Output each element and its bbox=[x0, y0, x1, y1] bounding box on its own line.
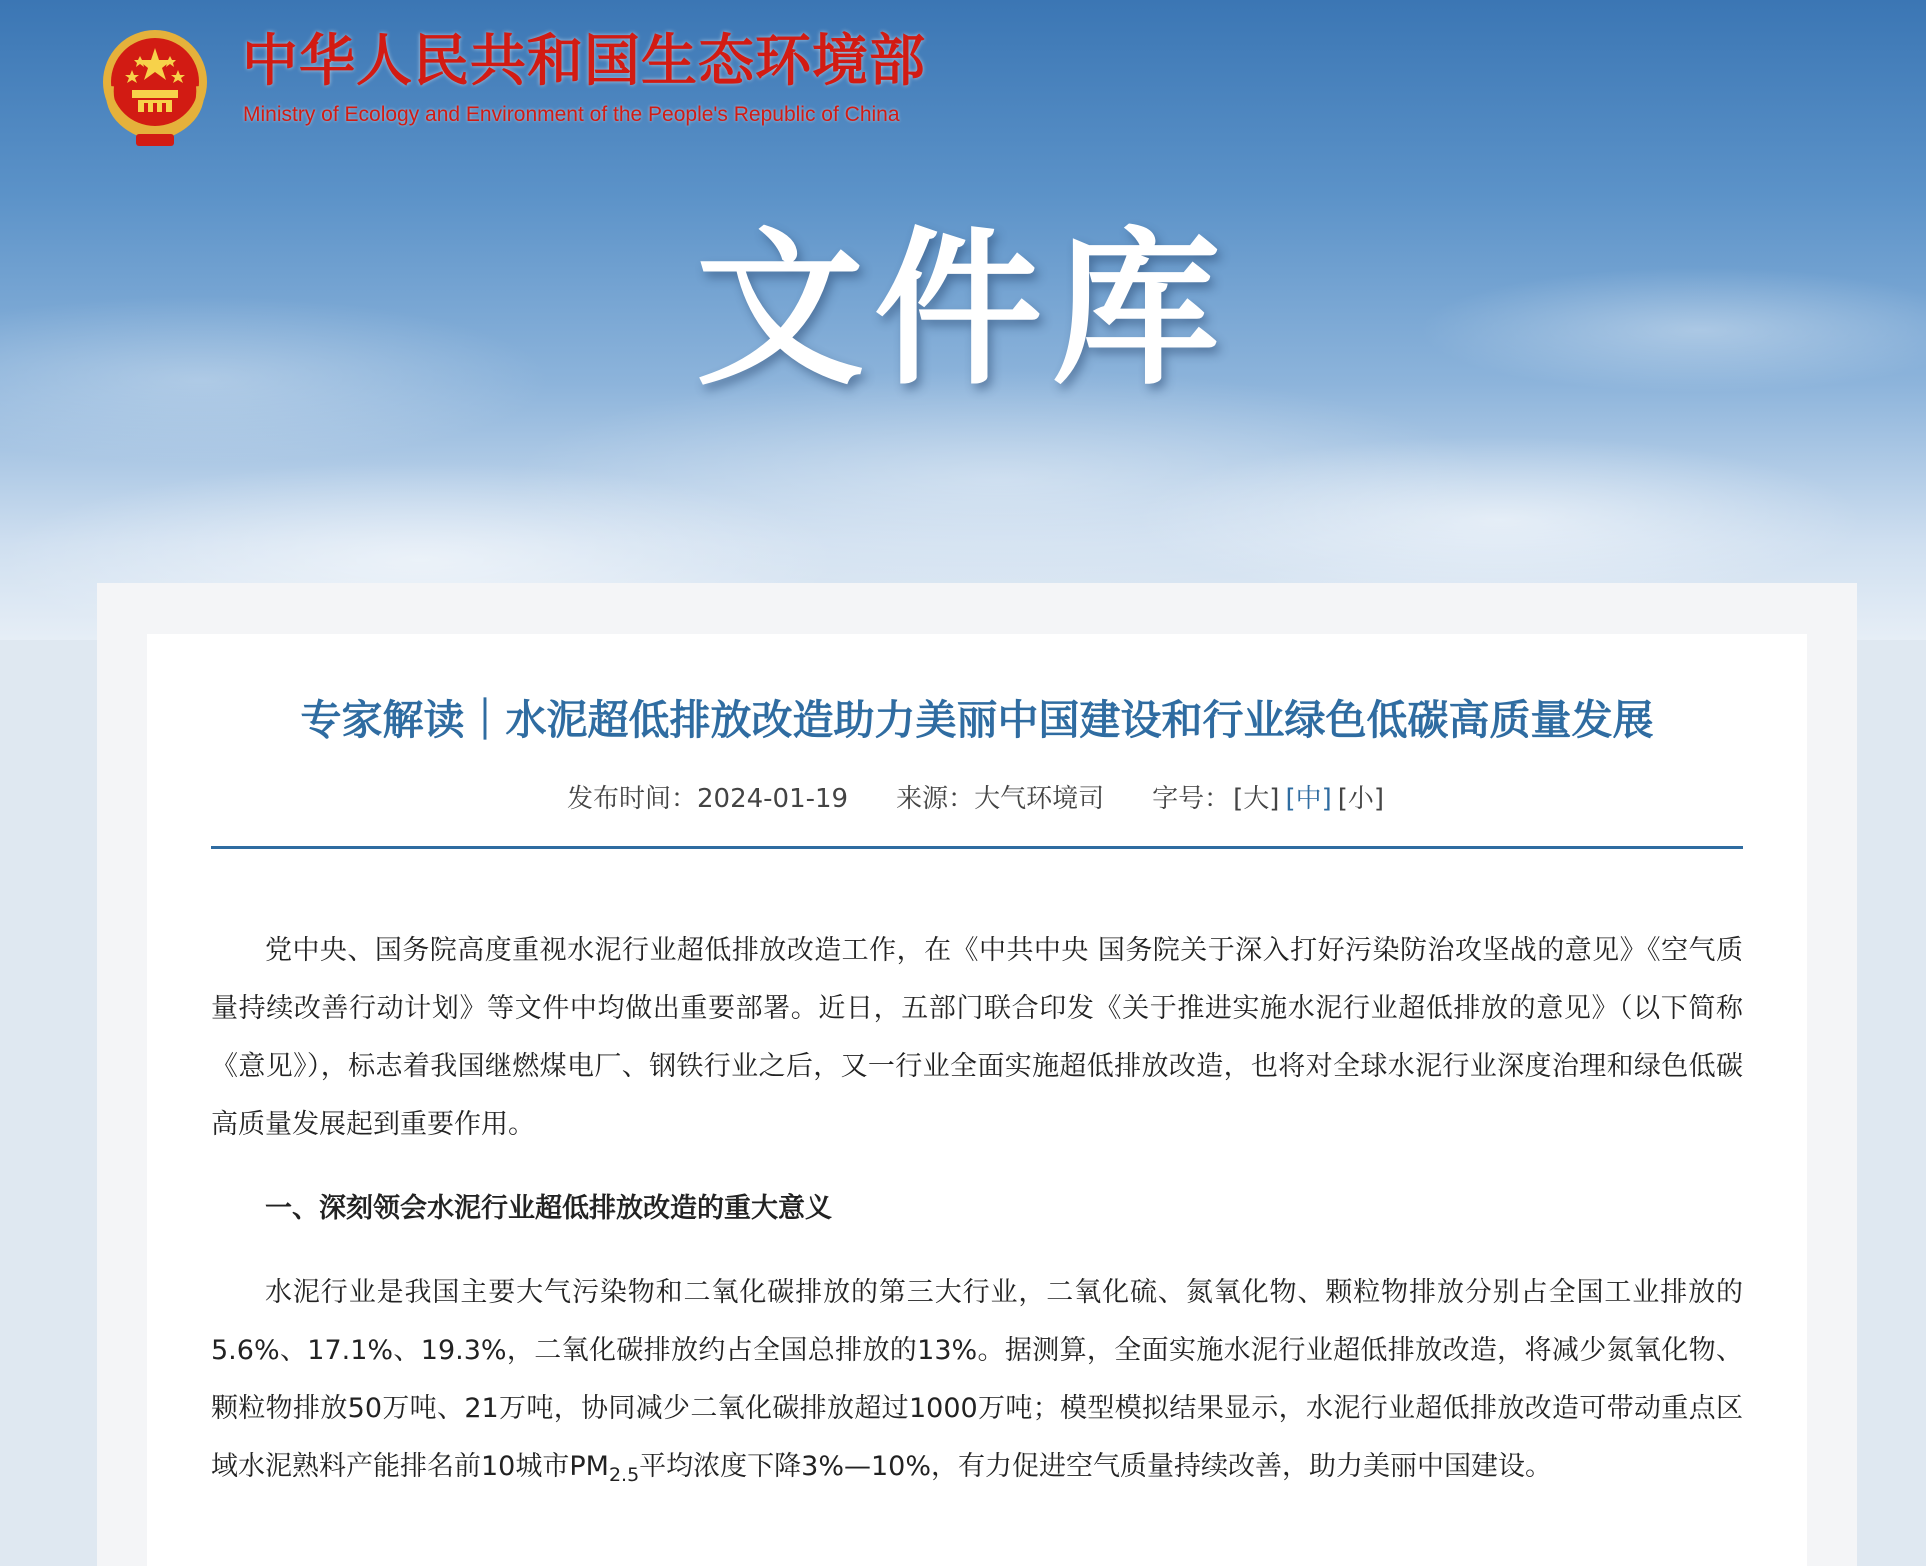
paragraph-text: 水泥行业是我国主要大气污染物和二氧化碳排放的第三大行业，二氧化硫、氮氧化物、颗粒物排放分别占全国工业排放的5.6%、17.1%、19.3%，二氧化碳排放约占全国总排放的13%。据测算，全面实施水泥行业超低排放改造，将减少氮氧化物、颗粒物排放50万吨、21万吨，协同减少二氧化碳排放超过1000万吨；模型模拟结果显示，水泥行业超低排放改造可带动重点区域水泥熟料产能排名前10城市PM bbox=[211, 1277, 1743, 1482]
article-title: 专家解读｜水泥超低排放改造助力美丽中国建设和行业绿色低碳高质量发展 bbox=[300, 696, 1654, 744]
paragraph-text: 平均浓度下降3%—10%，有力促进空气质量持续改善，助力美丽中国建设。 bbox=[639, 1451, 1553, 1482]
title-divider bbox=[211, 846, 1743, 849]
header-banner bbox=[0, 0, 1926, 640]
paragraph bbox=[211, 1264, 1743, 1496]
article-card bbox=[147, 634, 1807, 1566]
section-heading: 一、深刻领会水泥行业超低排放改造的重大意义 bbox=[265, 1193, 832, 1224]
source: 大气环境司 bbox=[974, 784, 1105, 814]
site-name-english[interactable]: Ministry of Ecology and Environment of the People's Republic of China bbox=[243, 103, 900, 126]
national-emblem-icon[interactable] bbox=[96, 26, 214, 148]
font-size-medium-button[interactable]: [中] bbox=[1285, 784, 1332, 814]
paragraph: 党中央、国务院高度重视水泥行业超低排放改造工作，在《中共中央 国务院关于深入打好污染防治攻坚战的意见》《空气质量持续改善行动计划》等文件中均做出重要部署。近日，五部门联合印发《关于推进实施水泥行业超低排放的意见》（以下简称《意见》），标志着我国继燃煤电厂、钢铁行业之后，又一行业全面实施超低排放改造，也将对全球水泥行业深度治理和绿色低碳高质量发展起到重要作用。 bbox=[211, 935, 1743, 1140]
font-size-label: 字号： bbox=[1152, 784, 1231, 814]
site-name[interactable]: 中华人民共和国生态环境部 bbox=[242, 29, 926, 94]
banner-title: 文件库 bbox=[696, 212, 1230, 408]
font-size-small-button[interactable]: [小] bbox=[1337, 784, 1385, 814]
publish-date: 2024-01-19 bbox=[696, 784, 849, 814]
subscript: 2.5 bbox=[608, 1464, 640, 1486]
source-label: 来源： bbox=[896, 784, 975, 814]
publish-date-label: 发布时间： bbox=[566, 784, 697, 814]
font-size-large-button[interactable]: [大] bbox=[1233, 784, 1280, 814]
article-meta bbox=[147, 784, 1807, 815]
article-body bbox=[211, 922, 1743, 1496]
